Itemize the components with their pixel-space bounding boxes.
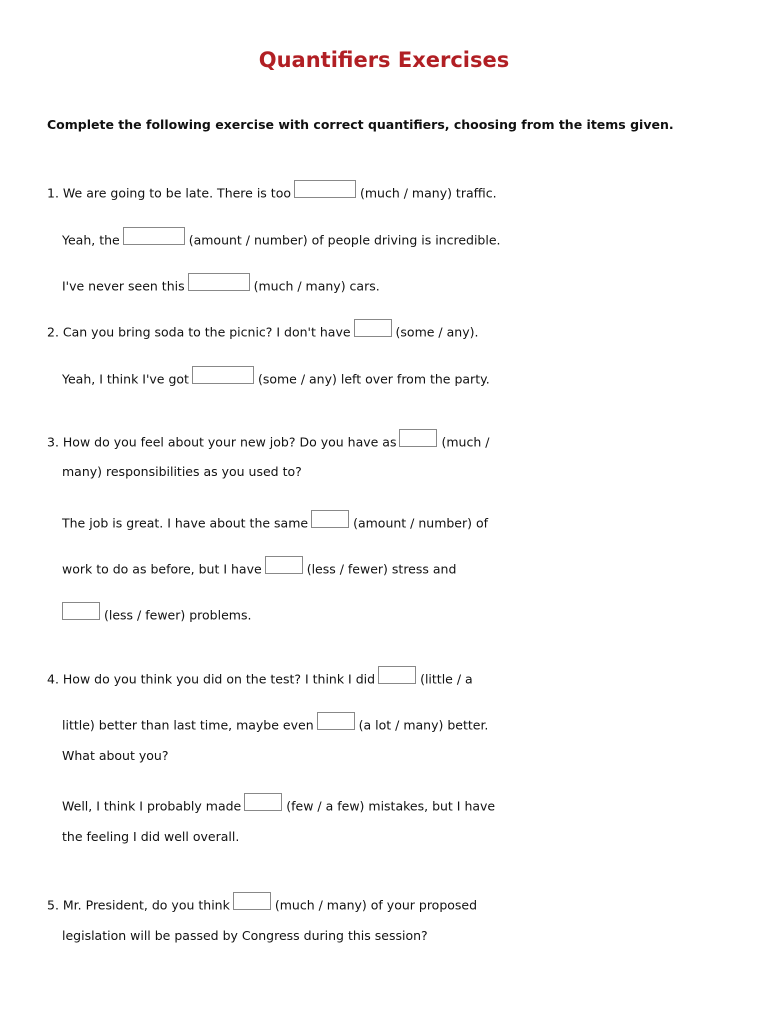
line-text-before: Yeah, the (62, 232, 120, 248)
line-text: many) responsibilities as you used to? (62, 464, 302, 479)
question-3-line-4 (62, 556, 456, 578)
line-text-before: 1. We are going to be late. There is too (47, 185, 291, 201)
answer-blank-6[interactable] (399, 429, 437, 447)
line-text-after: (little / a (420, 671, 473, 687)
line-text-after: (a lot / many) better. (358, 717, 489, 733)
line-text-before: Yeah, I think I've got (62, 371, 189, 387)
line-text: What about you? (62, 748, 169, 763)
line-text: legislation will be passed by Congress during this session? (62, 928, 428, 943)
line-text-after: (less / fewer) problems. (104, 607, 252, 623)
question-3-line-2 (62, 464, 302, 480)
line-text-before: Well, I think I probably made (62, 798, 242, 814)
line-text-before: 4. How do you think you did on the test? I think I did (47, 671, 376, 687)
line-text-after: (much / many) traffic. (360, 185, 497, 201)
line-text-after: (amount / number) of (353, 515, 489, 531)
question-1-line-2 (62, 227, 501, 249)
question-4-line-3 (62, 748, 168, 764)
line-text-before: The job is great. I have about the same (62, 515, 309, 531)
answer-blank-3[interactable] (188, 273, 250, 291)
question-3-line-1 (47, 429, 489, 451)
line-text-before: work to do as before, but I have (62, 561, 262, 577)
line-text-before: little) better than last time, maybe even (62, 717, 314, 733)
question-2-line-2 (62, 366, 490, 388)
question-4-line-5 (62, 829, 239, 845)
line-text: the feeling I did well overall. (62, 829, 240, 844)
line-text-before: I've never seen this (62, 278, 185, 294)
question-4-line-2 (62, 712, 488, 734)
question-3-line-5 (59, 602, 251, 624)
answer-blank-10[interactable] (378, 666, 416, 684)
question-5-line-1 (47, 892, 477, 914)
question-1-line-1 (47, 180, 497, 202)
line-text-after: (some / any) left over from the party. (257, 371, 490, 387)
answer-blank-5[interactable] (192, 366, 254, 384)
line-text-after: (some / any). (395, 324, 479, 340)
answer-blank-12[interactable] (244, 793, 282, 811)
question-3-line-3 (62, 510, 488, 532)
line-text-before: 2. Can you bring soda to the picnic? I don't have (47, 324, 351, 340)
page-title: Quantifiers Exercises (258, 48, 510, 72)
line-text-before: 5. Mr. President, do you think (47, 897, 230, 913)
answer-blank-2[interactable] (123, 227, 185, 245)
line-text-after: (few / a few) mistakes, but I have (286, 798, 496, 814)
answer-blank-8[interactable] (265, 556, 303, 574)
answer-blank-1[interactable] (294, 180, 356, 198)
line-text-after: (much / many) cars. (253, 278, 380, 294)
line-text-after: (much / (441, 434, 490, 450)
line-text-after: (less / fewer) stress and (306, 561, 457, 577)
question-1-line-3 (62, 273, 380, 295)
question-5-line-2 (62, 928, 428, 944)
question-2-line-1 (47, 319, 478, 341)
question-4-line-4 (62, 793, 495, 815)
line-text-after: (amount / number) of people driving is incredible. (188, 232, 501, 248)
answer-blank-4[interactable] (354, 319, 392, 337)
answer-blank-13[interactable] (233, 892, 271, 910)
line-text-before: 3. How do you feel about your new job? Do you have as (47, 434, 397, 450)
line-text-after: (much / many) of your proposed (274, 897, 478, 913)
question-4-line-1 (47, 666, 473, 688)
instructions: Complete the following exercise with correct quantifiers, choosing from the items given. (47, 117, 674, 132)
answer-blank-7[interactable] (311, 510, 349, 528)
answer-blank-9[interactable] (62, 602, 100, 620)
answer-blank-11[interactable] (317, 712, 355, 730)
